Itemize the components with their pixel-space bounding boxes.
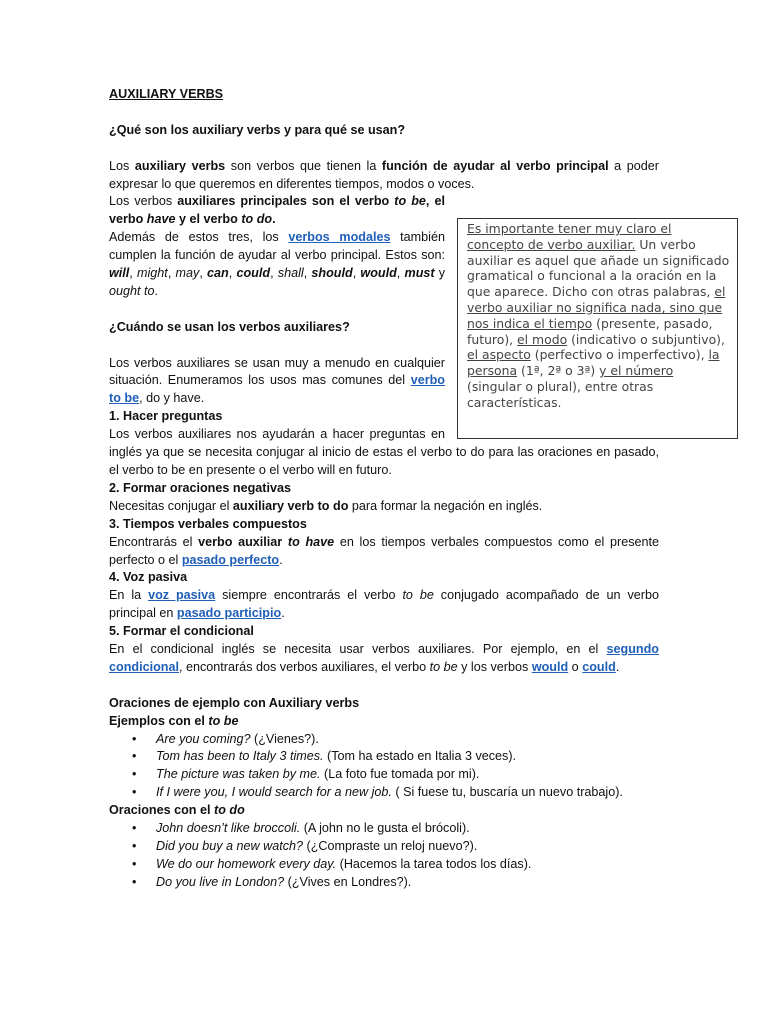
section-heading: 5. Formar el condicional <box>109 624 254 639</box>
example-es: (A john no le gusta el brócoli). <box>300 821 470 836</box>
text: . <box>154 283 159 298</box>
bullet-icon: • <box>132 767 137 782</box>
text: Encontrarás el <box>109 534 199 549</box>
bold-text: verbo auxiliar <box>198 534 288 549</box>
text: Además de estos tres, los <box>109 230 289 245</box>
bold-italic-text: to be <box>394 194 426 209</box>
list-item <box>132 856 659 874</box>
example-en: Tom has been to Italy 3 times. <box>156 749 324 764</box>
text: . <box>279 552 283 567</box>
bold-text: auxiliary verbs <box>134 158 226 173</box>
uses-text-4 <box>109 587 659 623</box>
note-text: Un verbo auxiliar es aquel que añade un significado gramatical o funcional a la oración en la que aparece. Dicho con otras palabras, <box>467 236 730 300</box>
modal-word: might <box>137 266 168 281</box>
bold-text: Ejemplos con el <box>109 713 209 728</box>
link-segundo-condicional[interactable]: segundo condicional <box>109 642 659 674</box>
title-text: AUXILIARY VERBS <box>109 87 224 101</box>
link-pasado-perfecto[interactable]: pasado perfecto <box>181 552 280 567</box>
text: , <box>228 266 237 281</box>
note-underlined: Es importante tener muy claro el concepto de verbo auxiliar. <box>467 221 672 252</box>
text: conjugado acompañado de un verbo principal en <box>109 588 659 621</box>
bold-text: función de ayudar al verbo principal <box>381 158 609 173</box>
text: para formar la negación en inglés. <box>348 498 543 513</box>
list-item <box>132 820 659 838</box>
question-heading-1 <box>109 122 659 140</box>
bullet-icon: • <box>132 874 137 889</box>
note-underlined: la persona <box>467 347 720 379</box>
list-item <box>132 874 659 892</box>
text: , <box>352 266 361 281</box>
bold-text: auxiliares principales son el verbo <box>177 194 395 209</box>
modal-word: shall <box>277 266 304 281</box>
bullet-icon: • <box>132 838 137 853</box>
example-en: We do our homework every day. <box>156 856 337 871</box>
text: también cumplen la función de ayudar al verbo principal. Estos son: <box>109 230 445 263</box>
note-text: (1ª, 2ª o 3ª) <box>517 363 600 379</box>
bold-text: Oraciones con el <box>109 803 214 818</box>
uses-heading-3 <box>109 516 659 534</box>
text: , <box>396 266 405 281</box>
link-could[interactable]: could <box>582 659 616 674</box>
modal-word: may <box>175 266 200 281</box>
examples-sub-2 <box>109 802 659 820</box>
bold-text: auxiliary verb to do <box>232 498 349 513</box>
note-box <box>457 218 738 439</box>
text: Necesitas conjugar el <box>109 498 233 513</box>
note-underlined: el modo <box>517 331 568 347</box>
text: Los verbos auxiliares se usan muy a menudo en cualquier situación. Enumeramos los usos mas comunes del <box>109 355 445 388</box>
note-underlined: el aspecto <box>467 347 531 363</box>
note-text: (singular o plural), entre otras características <box>467 378 654 410</box>
text: , <box>303 266 312 281</box>
text: y los verbos <box>457 659 532 674</box>
example-es: (Hacemos la tarea todos los días). <box>336 856 532 871</box>
bullet-icon: • <box>132 731 137 746</box>
examples-heading-text: Oraciones de ejemplo con Auxiliary verbs <box>109 695 360 710</box>
note-text: (perfectivo o imperfectivo), <box>530 347 709 363</box>
text: Los verbos <box>109 194 178 209</box>
text: , <box>199 266 208 281</box>
uses-heading-5 <box>109 623 659 641</box>
uses-text-1: Los verbos auxiliares nos ayudarán a hacer preguntas en inglés ya que se necesita conjugar al inicio de estas el verbo to do para las oraciones en pasado, el verbo to be en presente o el verbo will en futuro. <box>109 427 659 477</box>
question-2-text: ¿Cuándo se usan los verbos auxiliares? <box>109 319 350 334</box>
uses-text-5 <box>109 641 659 677</box>
link-would[interactable]: would <box>531 659 569 674</box>
text: . <box>281 606 285 621</box>
example-es: (¿Vives en Londres?). <box>284 874 412 889</box>
uses-text-2 <box>109 498 659 516</box>
text: , <box>270 266 278 281</box>
section-heading: 4. Voz pasiva <box>109 570 188 585</box>
example-en: If I were you, I would search for a new job. <box>156 785 392 800</box>
example-en: Are you coming? <box>156 731 251 746</box>
modal-word: will <box>109 266 130 281</box>
text: . <box>615 659 620 674</box>
link-verbo-to-be[interactable]: verbo to be <box>109 373 445 406</box>
section-heading: 3. Tiempos verbales compuestos <box>109 516 307 531</box>
example-en: Did you buy a new watch? <box>156 838 304 853</box>
bold-text: . <box>272 212 276 227</box>
link-verbos-modales[interactable]: verbos modales <box>288 230 391 245</box>
examples-list-1 <box>109 731 659 803</box>
text: son verbos que tienen la <box>225 158 382 173</box>
text: En el condicional inglés se necesita usar verbos auxiliares. Por ejemplo, en el <box>109 642 607 657</box>
modal-word: must <box>404 266 435 281</box>
text: , do y have. <box>139 391 205 406</box>
bold-italic-text: have <box>146 212 176 227</box>
bold-italic-text: to be <box>208 713 239 728</box>
section-heading: 1. Hacer preguntas <box>109 409 223 424</box>
text: y <box>434 266 446 281</box>
question-1-text: ¿Qué son los auxiliary verbs y para qué se usan? <box>109 122 406 137</box>
document-body <box>109 86 659 892</box>
note-underlined: el verbo auxiliar no significa nada, sino que nos indica el tiempo <box>467 284 726 331</box>
examples-sub-1 <box>109 713 659 731</box>
examples-heading <box>109 695 659 713</box>
bold-italic-text: to have <box>287 534 335 549</box>
example-en: The picture was taken by me. <box>156 767 321 782</box>
text: Los <box>109 158 135 173</box>
modal-word: could <box>236 266 271 281</box>
bullet-icon: • <box>132 821 137 836</box>
modal-word: should <box>311 266 353 281</box>
page-title <box>109 86 659 104</box>
italic-text: to be <box>402 588 434 603</box>
text: en los tiempos verbales compuestos como el presente perfecto o el <box>109 534 660 567</box>
modal-word: ought to <box>109 283 155 298</box>
note-text: (indicativo o subjuntivo), <box>567 331 725 347</box>
bullet-icon: • <box>132 785 137 800</box>
example-es: (¿Vienes?). <box>250 731 319 746</box>
bullet-icon: • <box>132 856 137 871</box>
example-en: John doesn’t like broccoli. <box>156 821 301 836</box>
bold-text: , el verbo <box>109 194 445 227</box>
example-es: ( Si fuese tu, buscaría un nuevo trabajo). <box>391 785 623 800</box>
uses-text-3 <box>109 534 659 570</box>
text: , <box>129 266 138 281</box>
list-item <box>132 838 659 856</box>
example-es: (La foto fue tomada por mi). <box>320 767 480 782</box>
text: siempre encontrarás el verbo <box>215 588 403 603</box>
examples-list-2 <box>109 820 659 892</box>
example-es: (Tom ha estado en Italia 3 veces). <box>323 749 517 764</box>
list-item <box>132 766 659 784</box>
modal-word: would <box>360 266 397 281</box>
text: En la <box>109 588 149 603</box>
modal-word: can <box>207 266 229 281</box>
example-en: Do you live in London? <box>156 874 285 889</box>
bullet-icon: • <box>132 749 137 764</box>
text: a poder expresar lo que queremos en diferentes tiempos, modos o voces. <box>109 158 659 191</box>
note-underlined: y el número <box>599 363 674 379</box>
text: , encontrarás dos verbos auxiliares, el verbo <box>178 659 430 674</box>
example-es: (¿Compraste un reloj nuevo?). <box>303 838 478 853</box>
text: , <box>167 266 176 281</box>
list-item <box>132 784 659 802</box>
bold-italic-text: to do <box>241 212 273 227</box>
list-item <box>132 731 659 749</box>
note-text: . <box>557 394 562 410</box>
intro-paragraph-1 <box>109 158 659 194</box>
section-heading: 2. Formar oraciones negativas <box>109 480 291 495</box>
link-pasado-participio[interactable]: pasado participio <box>176 606 282 621</box>
list-item <box>132 748 659 766</box>
bold-text: y el verbo <box>175 212 242 227</box>
bold-italic-text: to do <box>214 803 245 818</box>
text: o <box>568 659 583 674</box>
italic-text: to be <box>429 659 458 674</box>
link-voz-pasiva[interactable]: voz pasiva <box>148 588 216 603</box>
uses-heading-4 <box>109 569 659 587</box>
note-text: (presente, pasado, futuro), <box>467 315 713 347</box>
uses-heading-2 <box>109 480 659 498</box>
